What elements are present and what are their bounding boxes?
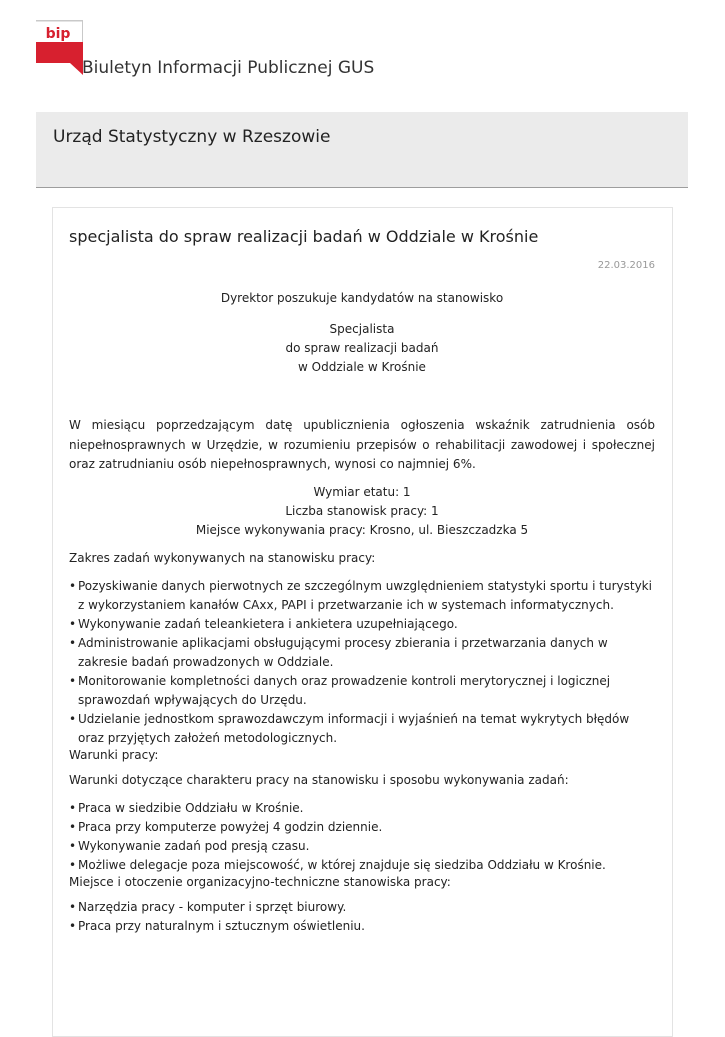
fact-line: Miejsce wykonywania pracy: Krosno, ul. Bieszczadzka 5: [195, 522, 529, 537]
position-line: do spraw realizacji badań: [285, 341, 439, 355]
conditions-subheading: Warunki dotyczące charakteru pracy na stanowisku i sposobu wykonywania zadań:: [69, 772, 569, 787]
position-line: Specjalista: [329, 322, 395, 336]
publication-date: 22.03.2016: [597, 260, 655, 271]
fact-line: Wymiar etatu: 1: [313, 484, 411, 499]
fact-line: Liczba stanowisk pracy: 1: [285, 503, 439, 518]
portal-title[interactable]: Biuletyn Informacji Publicznej GUS: [82, 58, 375, 78]
list-item: • Możliwe delegacje poza miejscowość, w której znajduje się siedziba Oddziału w Krośnie.: [78, 856, 655, 875]
environment-list: [69, 898, 655, 936]
bip-logo[interactable]: [36, 20, 83, 75]
intro-text: Dyrektor poszukuje kandydatów na stanowisko: [220, 291, 504, 305]
article-content: [69, 226, 655, 936]
duties-list: [69, 577, 655, 748]
duties-heading: Zakres zadań wykonywanych na stanowisku pracy:: [69, 550, 376, 565]
list-item: • Praca przy naturalnym i sztucznym oświetleniu.: [78, 917, 655, 936]
list-item: • Pozyskiwanie danych pierwotnych ze szczególnym uwzględnieniem statystyki sportu i turystyki z wykorzystaniem kanałów CAxx, PAPI i przetwarzanie ich w systemach informatycznych.: [78, 577, 655, 615]
list-item: • Wykonywanie zadań teleankietera i ankietera uzupełniającego.: [78, 615, 655, 634]
list-item: • Wykonywanie zadań pod presją czasu.: [78, 837, 655, 856]
list-item: • Udzielanie jednostkom sprawozdawczym informacji i wyjaśnień na temat wykrytych błędów oraz przyjętych założeń metodologicznych.: [78, 710, 655, 748]
list-item: • Praca w siedzibie Oddziału w Krośnie.: [78, 799, 655, 818]
conditions-list: [69, 799, 655, 875]
bip-logo-icon: [36, 20, 83, 75]
list-item: • Administrowanie aplikacjami obsługującymi procesy zbierania i przetwarzania danych w zakresie badań prowadzonych w Oddziale.: [78, 634, 655, 672]
article-title: specjalista do spraw realizacji badań w Oddziale w Krośnie: [69, 227, 539, 246]
bip-logo-text: bip: [45, 26, 71, 42]
list-item: • Monitorowanie kompletności danych oraz prowadzenie kontroli merytorycznej i logicznej sprawozdań wpływających do Urzędu.: [78, 672, 655, 710]
position-name: [69, 320, 655, 377]
job-facts: [69, 483, 655, 540]
office-title[interactable]: Urząd Statystyczny w Rzeszowie: [53, 127, 331, 147]
list-item: • Praca przy komputerze powyżej 4 godzin dziennie.: [78, 818, 655, 837]
conditions-heading: Warunki pracy:: [69, 747, 159, 762]
employment-indicator: W miesiącu poprzedzającym datę upublicznienia ogłoszenia wskaźnik zatrudnienia osób niepełnosprawnych w Urzędzie, w rozumieniu przepisów o rehabilitacji zawodowej i społecznej oraz zatrudnianiu osób niepełnosprawnych, wynosi co najmniej 6%.: [69, 418, 655, 471]
position-line: w Oddziale w Krośnie: [298, 360, 426, 374]
office-header: [36, 112, 688, 188]
list-item: • Narzędzia pracy - komputer i sprzęt biurowy.: [78, 898, 655, 917]
environment-heading: Miejsce i otoczenie organizacyjno-techniczne stanowiska pracy:: [69, 874, 451, 889]
